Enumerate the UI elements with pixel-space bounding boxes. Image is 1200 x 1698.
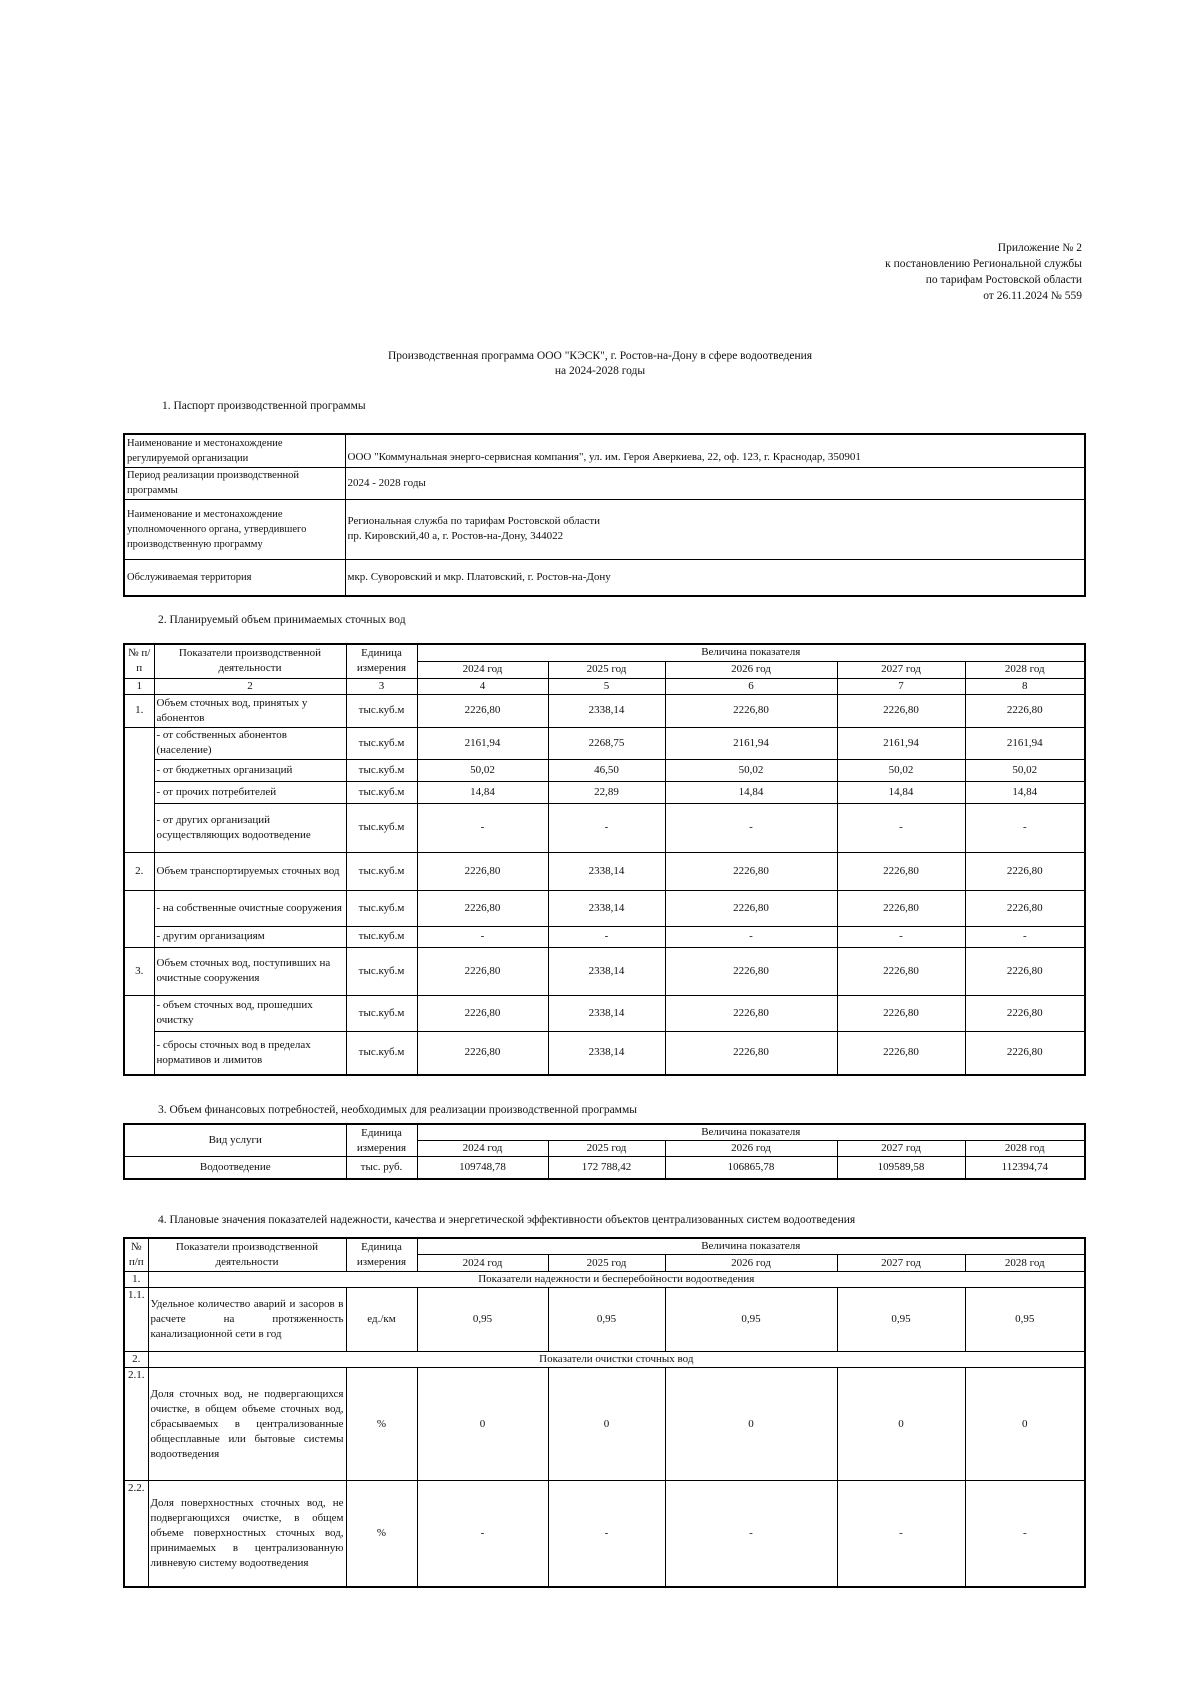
row-value: -	[965, 926, 1085, 947]
column-number: 6	[665, 678, 837, 694]
row-value: 2161,94	[665, 727, 837, 759]
appendix-line: Приложение № 2	[997, 242, 1082, 254]
column-number: 8	[965, 678, 1085, 694]
row-value: 14,84	[665, 781, 837, 803]
row-value: 2226,80	[837, 947, 965, 995]
row-value: 50,02	[417, 759, 548, 781]
header-row	[124, 1238, 1085, 1255]
group-row	[124, 1352, 1085, 1368]
section-title: 4. Плановые значения показателей надежности, качества и энергетической эффективности объектов централизованных систем водоотведения	[158, 1214, 856, 1226]
row-value: -	[417, 926, 548, 947]
col-header-num: № п/п	[124, 644, 154, 678]
row-unit: тыс.куб.м	[346, 727, 417, 759]
group-row	[124, 1272, 1085, 1288]
document-title	[120, 349, 1080, 379]
row-indicator: Удельное количество аварий и засоров в расчете на протяженность канализационной сети в год	[148, 1288, 346, 1352]
row-unit: тыс.куб.м	[346, 852, 417, 890]
column-number: 4	[417, 678, 548, 694]
row-indicator: - на собственные очистные сооружения	[154, 890, 346, 926]
row-value: 2226,80	[417, 995, 548, 1031]
row-number: 2.2.	[124, 1481, 148, 1587]
header-row	[124, 644, 1085, 661]
row-unit: тыс.куб.м	[346, 759, 417, 781]
row-unit: тыс.куб.м	[346, 890, 417, 926]
row-value: 109589,58	[837, 1157, 965, 1179]
column-number: 7	[837, 678, 965, 694]
passport-label: Наименование и местонахождение уполномоченного органа, утвердившего производственную программу	[124, 499, 345, 559]
row-indicator: - другим организациям	[154, 926, 346, 947]
year-header: 2025 год	[548, 1141, 665, 1157]
row-unit: тыс.куб.м	[346, 995, 417, 1031]
row-value: 0	[965, 1368, 1085, 1481]
row-unit: %	[346, 1368, 417, 1481]
row-value: -	[965, 803, 1085, 852]
row-value: 2226,80	[837, 694, 965, 727]
row-indicator: Доля сточных вод, не подвергающихся очистке, в общем объеме сточных вод, сбрасываемых в централизованные общесплавные или бытовые системы водоотведения	[148, 1368, 346, 1481]
passport-value	[345, 499, 1085, 559]
row-value: 0	[417, 1368, 548, 1481]
group-title: Показатели очистки сточных вод	[148, 1352, 1085, 1368]
table-row	[124, 926, 1085, 947]
row-value: 2226,80	[417, 852, 548, 890]
row-unit: ед./км	[346, 1288, 417, 1352]
row-value: 2226,80	[665, 995, 837, 1031]
row-value: -	[837, 926, 965, 947]
row-unit: тыс. руб.	[346, 1157, 417, 1179]
row-indicator: - от прочих потребителей	[154, 781, 346, 803]
table-row	[124, 559, 1085, 596]
group-title: Показатели надежности и бесперебойности водоотведения	[148, 1272, 1085, 1288]
passport-value: 2024 - 2028 годы	[345, 467, 1085, 499]
table-row	[124, 803, 1085, 852]
row-value: 50,02	[965, 759, 1085, 781]
row-number	[124, 727, 154, 852]
year-header: 2028 год	[965, 1255, 1085, 1272]
row-number: 2.1.	[124, 1368, 148, 1481]
row-value: 2226,80	[837, 852, 965, 890]
row-value: 2226,80	[965, 852, 1085, 890]
row-value: 2226,80	[837, 890, 965, 926]
column-number: 2	[154, 678, 346, 694]
row-value: 50,02	[837, 759, 965, 781]
year-header: 2027 год	[837, 661, 965, 678]
year-header: 2028 год	[965, 661, 1085, 678]
year-header: 2024 год	[417, 1141, 548, 1157]
row-value: 0	[837, 1368, 965, 1481]
row-value: -	[837, 1481, 965, 1587]
table-row	[124, 694, 1085, 727]
table-row	[124, 1031, 1085, 1075]
row-value: 2338,14	[548, 852, 665, 890]
row-unit: тыс.куб.м	[346, 781, 417, 803]
title-line: Производственная программа ООО "КЭСК", г. Ростов-на-Дону в сфере водоотведения	[387, 350, 813, 362]
row-indicator: - сбросы сточных вод в пределах нормативов и лимитов	[154, 1031, 346, 1075]
col-header-value: Величина показателя	[417, 644, 1085, 661]
section-title: 3. Объем финансовых потребностей, необходимых для реализации производственной программы	[158, 1104, 637, 1116]
row-value: 2226,80	[965, 694, 1085, 727]
finance-table	[123, 1123, 1086, 1180]
row-value: -	[665, 1481, 837, 1587]
row-value: 2161,94	[837, 727, 965, 759]
row-number	[124, 995, 154, 1075]
row-unit: тыс.куб.м	[346, 947, 417, 995]
passport-value: ООО "Коммунальная энерго-сервисная компания", ул. им. Героя Аверкиева, 22, оф. 123, г. Краснодар, 350901	[345, 434, 1085, 467]
year-header: 2024 год	[417, 1255, 548, 1272]
row-value: -	[417, 803, 548, 852]
col-header-indicator: Показатели производственной деятельности	[148, 1238, 346, 1272]
row-value: 2338,14	[548, 890, 665, 926]
title-line: на 2024-2028 годы	[554, 365, 646, 377]
row-value: 2226,80	[837, 1031, 965, 1075]
row-value: 112394,74	[965, 1157, 1085, 1179]
row-unit: %	[346, 1481, 417, 1587]
row-value: 2226,80	[417, 890, 548, 926]
row-unit: тыс.куб.м	[346, 1031, 417, 1075]
table-row	[124, 1157, 1085, 1179]
section-title: 1. Паспорт производственной программы	[162, 400, 366, 412]
row-value: 109748,78	[417, 1157, 548, 1179]
row-value: -	[965, 1481, 1085, 1587]
passport-value-line: Региональная служба по тарифам Ростовской области	[347, 515, 601, 527]
row-value: 0,95	[965, 1288, 1085, 1352]
row-value: 2226,80	[665, 852, 837, 890]
row-number	[124, 890, 154, 947]
volume-table	[123, 643, 1086, 1076]
row-indicator: - от собственных абонентов (население)	[154, 727, 346, 759]
row-value: 0	[665, 1368, 837, 1481]
row-value: 106865,78	[665, 1157, 837, 1179]
row-service: Водоотведение	[124, 1157, 346, 1179]
column-number: 5	[548, 678, 665, 694]
table-row	[124, 1481, 1085, 1587]
row-value: -	[548, 926, 665, 947]
row-value: 2268,75	[548, 727, 665, 759]
row-indicator: Доля поверхностных сточных вод, не подвергающихся очистке, в общем объеме поверхностных сточных вод, принимаемых в централизованную ливневую систему водоотведения	[148, 1481, 346, 1587]
row-value: -	[548, 803, 665, 852]
row-value: 2338,14	[548, 947, 665, 995]
appendix-header	[885, 240, 1082, 304]
year-header: 2028 год	[965, 1141, 1085, 1157]
row-value: 0,95	[417, 1288, 548, 1352]
passport-value: мкр. Суворовский и мкр. Платовский, г. Ростов-на-Дону	[345, 559, 1085, 596]
col-header-unit: Единица измерения	[346, 1124, 417, 1157]
row-value: 2226,80	[417, 1031, 548, 1075]
row-number: 1.	[124, 694, 154, 727]
row-value: -	[837, 803, 965, 852]
table-row	[124, 995, 1085, 1031]
row-indicator: Объем сточных вод, принятых у абонентов	[154, 694, 346, 727]
row-indicator: Объем сточных вод, поступивших на очистные сооружения	[154, 947, 346, 995]
row-value: 14,84	[837, 781, 965, 803]
row-value: -	[417, 1481, 548, 1587]
row-value: 2338,14	[548, 1031, 665, 1075]
row-value: 0,95	[548, 1288, 665, 1352]
row-value: 2226,80	[417, 694, 548, 727]
table-row	[124, 727, 1085, 759]
row-number: 1.1.	[124, 1288, 148, 1352]
table-row	[124, 759, 1085, 781]
table-row	[124, 1288, 1085, 1352]
section-title: 2. Планируемый объем принимаемых сточных вод	[158, 614, 406, 626]
col-header-num: № п/п	[124, 1238, 148, 1272]
indicators-table	[123, 1237, 1086, 1588]
column-number-row	[124, 678, 1085, 694]
row-value: 2226,80	[965, 1031, 1085, 1075]
row-value: 2226,80	[837, 995, 965, 1031]
row-number: 3.	[124, 947, 154, 995]
passport-value-line: пр. Кировский,40 а, г. Ростов-на-Дону, 344022	[347, 530, 564, 542]
row-value: -	[665, 803, 837, 852]
passport-table	[123, 433, 1086, 597]
col-header-unit: Единица измерения	[346, 1238, 417, 1272]
row-value: -	[548, 1481, 665, 1587]
row-value: 2338,14	[548, 694, 665, 727]
row-value: 2226,80	[965, 890, 1085, 926]
group-number: 1.	[124, 1272, 148, 1288]
table-row	[124, 434, 1085, 467]
row-value: 2226,80	[665, 1031, 837, 1075]
row-value: 2161,94	[417, 727, 548, 759]
col-header-indicator: Показатели производственной деятельности	[154, 644, 346, 678]
row-value: 2161,94	[965, 727, 1085, 759]
row-value: 2226,80	[965, 947, 1085, 995]
year-header: 2026 год	[665, 1141, 837, 1157]
row-value: 2226,80	[665, 890, 837, 926]
appendix-line: по тарифам Ростовской области	[925, 274, 1082, 286]
row-value: 46,50	[548, 759, 665, 781]
table-row	[124, 499, 1085, 559]
row-value: 50,02	[665, 759, 837, 781]
col-header-service: Вид услуги	[124, 1124, 346, 1157]
appendix-line: к постановлению Региональной службы	[885, 258, 1082, 270]
row-value: 14,84	[417, 781, 548, 803]
year-header: 2026 год	[665, 661, 837, 678]
col-header-value: Величина показателя	[417, 1238, 1085, 1255]
row-value: 172 788,42	[548, 1157, 665, 1179]
year-header: 2024 год	[417, 661, 548, 678]
table-row	[124, 890, 1085, 926]
table-row	[124, 467, 1085, 499]
row-unit: тыс.куб.м	[346, 926, 417, 947]
group-number: 2.	[124, 1352, 148, 1368]
row-value: 2226,80	[417, 947, 548, 995]
row-value: 2338,14	[548, 995, 665, 1031]
header-row	[124, 1124, 1085, 1141]
row-number: 2.	[124, 852, 154, 890]
table-row	[124, 1368, 1085, 1481]
table-row	[124, 852, 1085, 890]
row-value: 2226,80	[965, 995, 1085, 1031]
col-header-value: Величина показателя	[417, 1124, 1085, 1141]
row-value: -	[665, 926, 837, 947]
year-header: 2025 год	[548, 1255, 665, 1272]
row-indicator: - объем сточных вод, прошедших очистку	[154, 995, 346, 1031]
year-header: 2027 год	[837, 1255, 965, 1272]
year-header: 2026 год	[665, 1255, 837, 1272]
passport-label: Обслуживаемая территория	[124, 559, 345, 596]
row-value: 0	[548, 1368, 665, 1481]
column-number: 3	[346, 678, 417, 694]
row-value: 2226,80	[665, 694, 837, 727]
passport-label: Период реализации производственной программы	[124, 467, 345, 499]
row-value: 0,95	[665, 1288, 837, 1352]
table-row	[124, 947, 1085, 995]
row-value: 14,84	[965, 781, 1085, 803]
appendix-line: от 26.11.2024 № 559	[983, 290, 1082, 302]
year-header: 2027 год	[837, 1141, 965, 1157]
row-indicator: Объем транспортируемых сточных вод	[154, 852, 346, 890]
table-row	[124, 781, 1085, 803]
row-unit: тыс.куб.м	[346, 694, 417, 727]
row-unit: тыс.куб.м	[346, 803, 417, 852]
row-value: 2226,80	[665, 947, 837, 995]
row-value: 22,89	[548, 781, 665, 803]
column-number: 1	[124, 678, 154, 694]
passport-label: Наименование и местонахождение регулируемой организации	[124, 434, 345, 467]
year-header: 2025 год	[548, 661, 665, 678]
row-value: 0,95	[837, 1288, 965, 1352]
row-indicator: - от бюджетных организаций	[154, 759, 346, 781]
row-indicator: - от других организаций осуществляющих водоотведение	[154, 803, 346, 852]
col-header-unit: Единица измерения	[346, 644, 417, 678]
